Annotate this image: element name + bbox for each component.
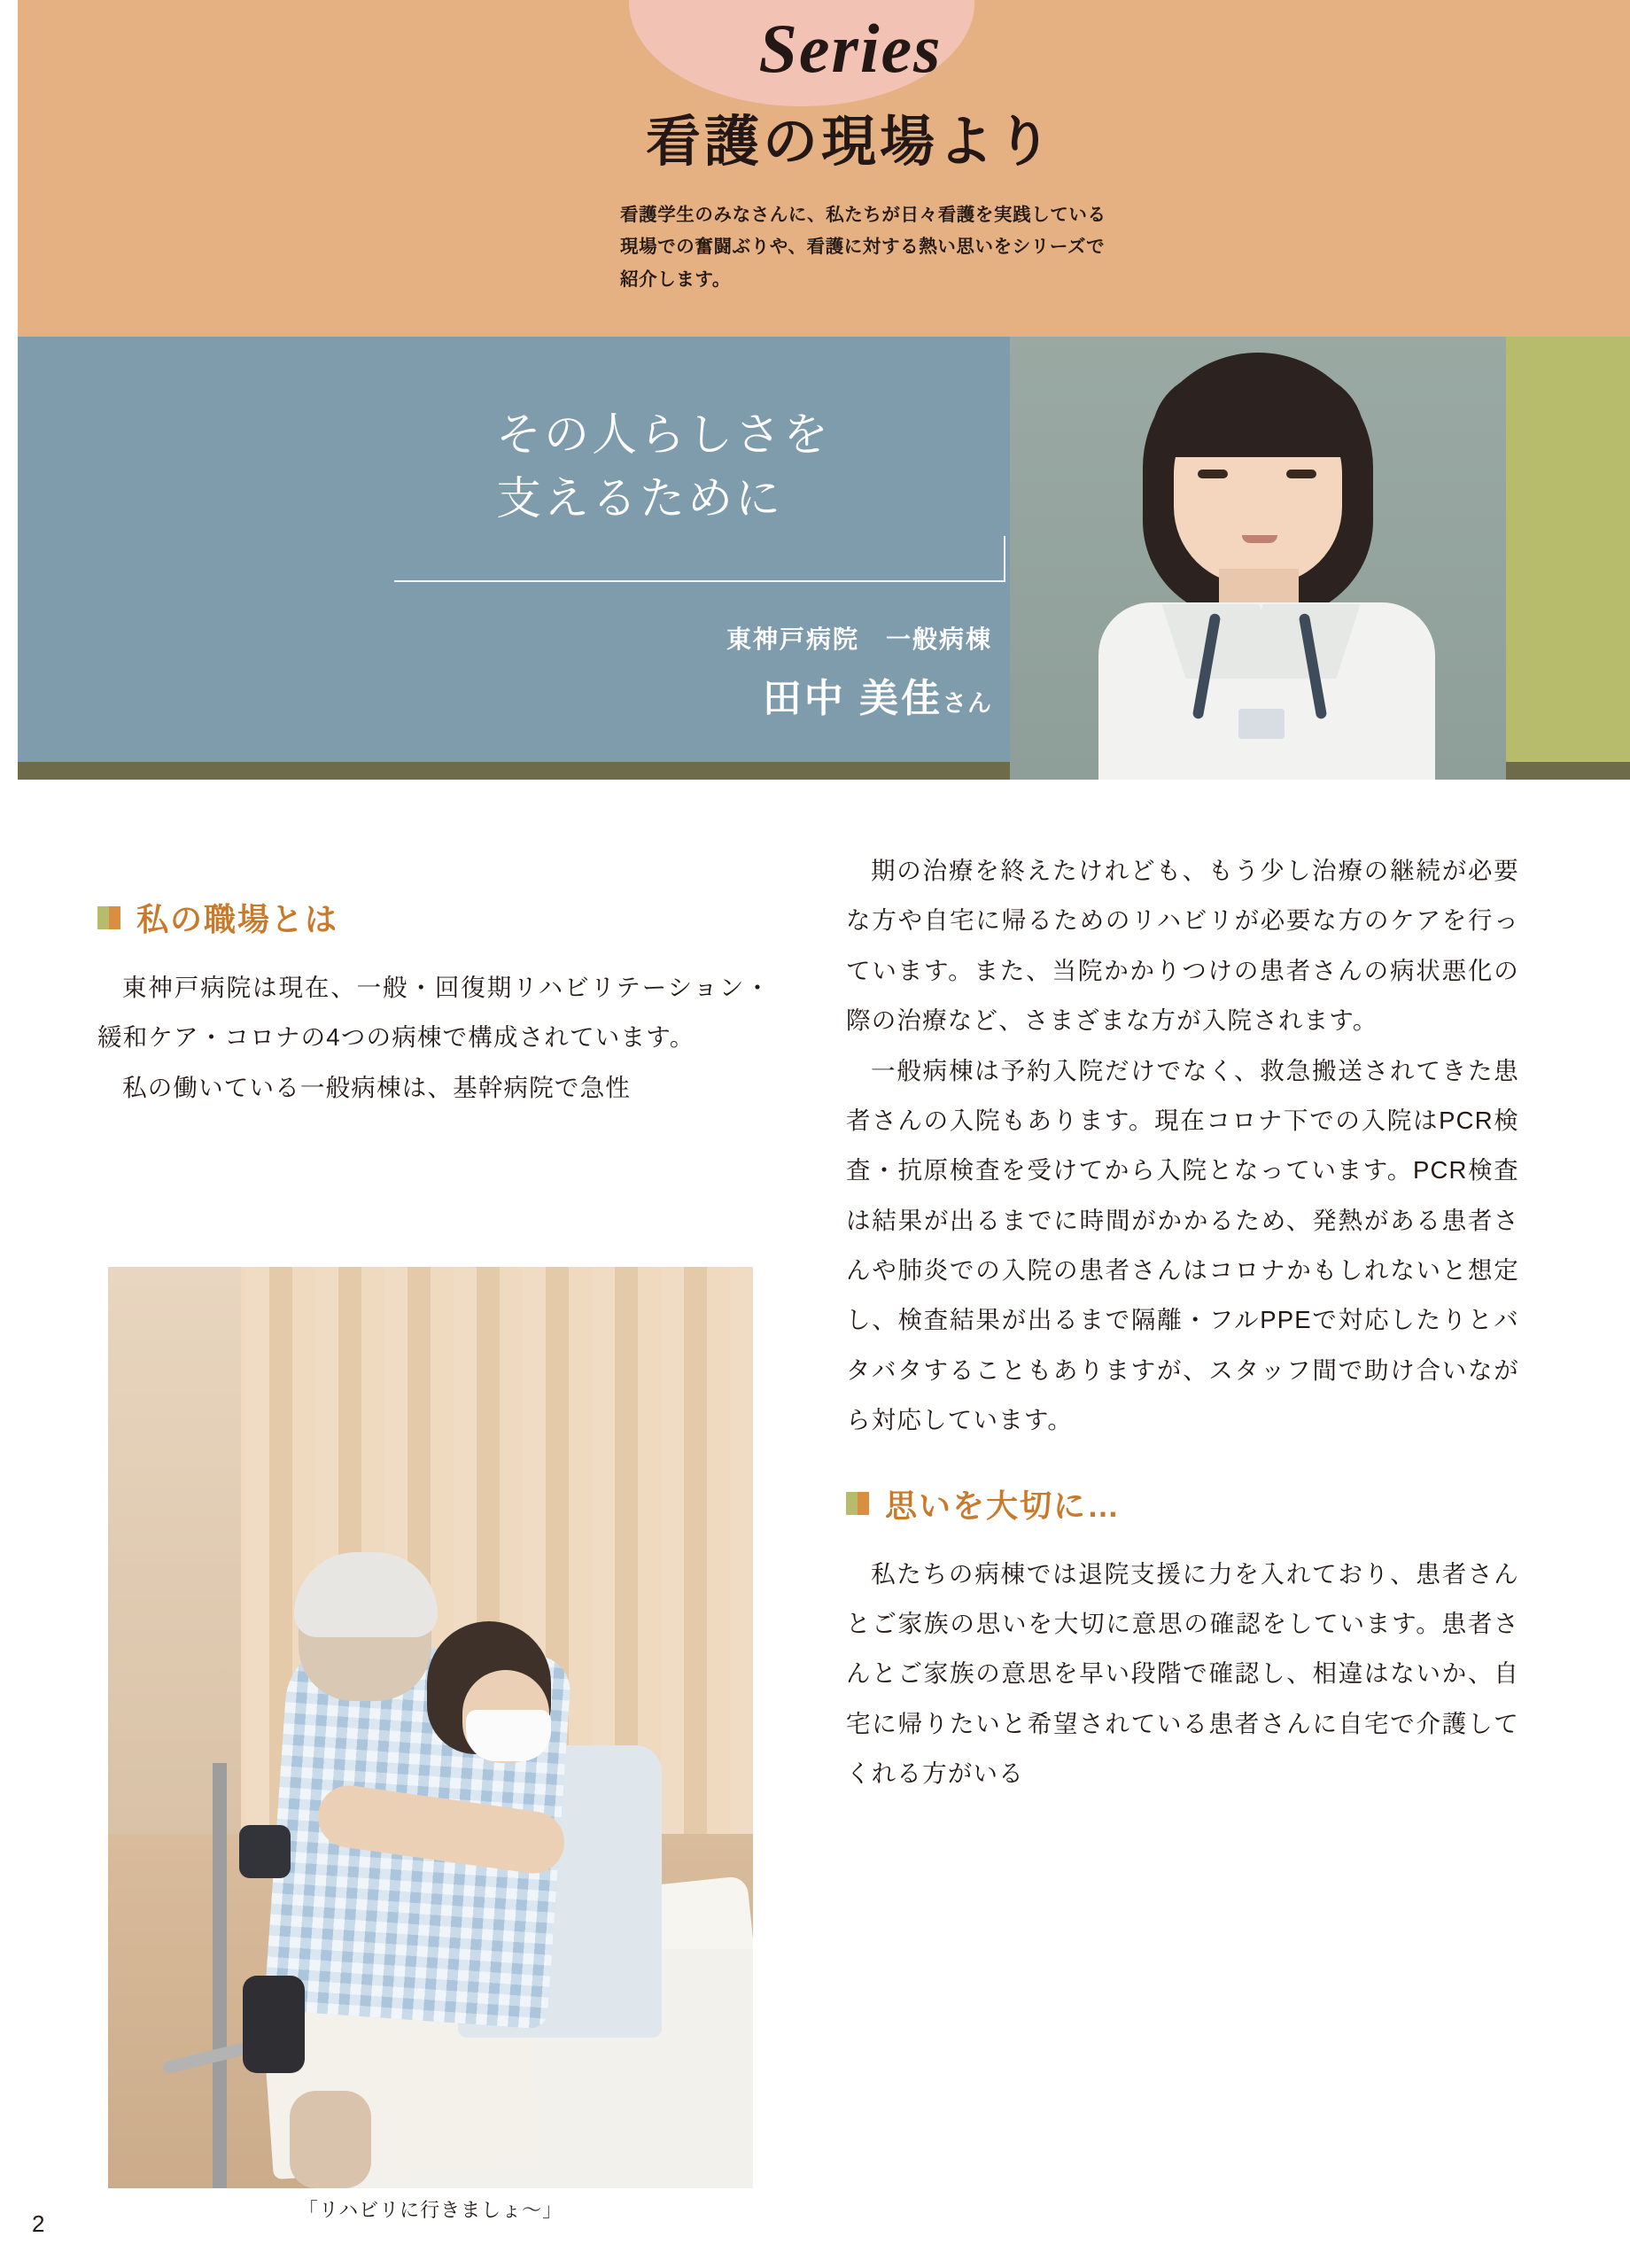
hero-left-margin (0, 337, 18, 780)
paragraph: 一般病棟は予約入院だけでなく、救急搬送されてきた患者さんの入院もあります。現在コロナ下での入院はPCR検査・抗原検査を受けてから入院となっています。PCR検査は結果が出るまでに時間がかかるため、発熱がある患者さんや肺炎での入院の患者さんはコロナかもしれないと想定し、検査結果が出るまで隔離・フルPPEで対応したりとバタバタすることもありますが、スタッフ間で助け合いながら対応しています。 (846, 1056, 1519, 1434)
paragraph: 期の治療を終えたけれども、もう少し治療の継続が必要な方や自宅に帰るためのリハビリが必要な方のケアを行っています。また、当院かかりつけの患者さんの病状悪化の際の治療など、さまざまな方が入院されます。 (846, 857, 1519, 1035)
photo-equipment-bag-small (239, 1825, 291, 1878)
photo-patient-shin (290, 2091, 371, 2188)
hero-rule-vertical (1004, 536, 1005, 582)
series-wordmark: Series (758, 10, 943, 87)
hero-person-honorific: さん (943, 690, 992, 717)
page-number: 2 (32, 2210, 45, 2237)
hero-person-name-text: 田中 美佳 (762, 677, 943, 720)
hero-hospital-ward: 東神戸病院 一般病棟 (726, 625, 992, 653)
portrait-eye-right (1286, 470, 1316, 478)
paragraph: 東神戸病院は現在、一般・回復期リハビリテーション・緩和ケア・コロナの4つの病棟で構成されています。 (97, 974, 771, 1052)
nurse-portrait-photo (1010, 337, 1506, 780)
portrait-fringe (1152, 372, 1364, 457)
header-lead-text: 看護学生のみなさんに、私たちが日々看護を実践している現場での奮闘ぶりや、看護に対する熱い思いをシリーズで紹介します。 (620, 205, 1106, 290)
section-heading-feelings (846, 1481, 1519, 1526)
photo-nurse-mask (466, 1710, 551, 1761)
left-column (97, 895, 771, 1113)
portrait-id-badge (1238, 709, 1285, 739)
photo-caption: 「リハビリに行きましょ～」 (298, 2199, 563, 2221)
portrait-mouth (1242, 535, 1277, 543)
rehab-photo (108, 1267, 753, 2188)
photo-block (108, 1267, 753, 2221)
page-title: 看護の現場より (645, 112, 1055, 173)
photo-equipment-bag (243, 1976, 305, 2073)
section-title-feelings: 思いを大切に… (885, 1487, 1122, 1524)
hero-person-name (532, 666, 992, 723)
hero-headline (496, 403, 957, 532)
square-bullet-icon (846, 1492, 869, 1515)
portrait-eye-left (1198, 470, 1228, 478)
right-column (846, 846, 1519, 1798)
section-heading-workplace (97, 895, 771, 940)
paragraph: 私たちの病棟では退院支援に力を入れており、患者さんとご家族の思いを大切に意思の確認をしています。患者さんとご家族の意思を早い段階で確認し、相違はないか、自宅に帰りたいと希望されている患者さんに自宅で介護してくれる方がいる (846, 1559, 1519, 1787)
hero-headline-text: その人らしさを 支えるために (496, 409, 832, 524)
hero-rule-horizontal (394, 580, 1005, 582)
photo-iv-pole (213, 1763, 227, 2188)
header-left-margin (0, 0, 18, 337)
paragraph: 私の働いている一般病棟は、基幹病院で急性 (122, 1073, 631, 1101)
section-title-workplace: 私の職場とは (136, 901, 339, 937)
square-bullet-icon (97, 906, 120, 929)
